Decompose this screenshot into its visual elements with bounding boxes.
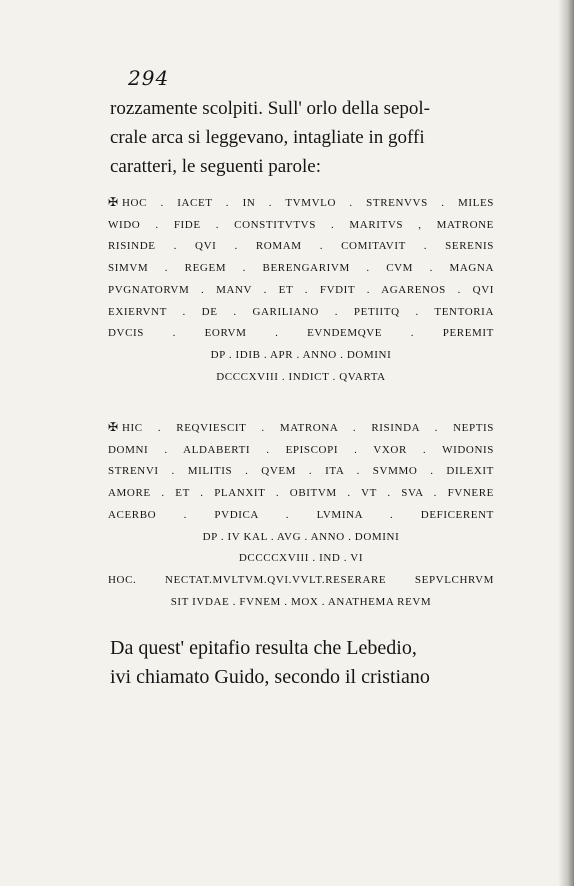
inscription-line: DP . IV KAL . AVG . ANNO . DOMINI: [202, 530, 400, 543]
inscription-line: AMORE . ET . PLANXIT . OBITVM . VT . SVA . FVNERE: [108, 487, 494, 500]
inscription-line: SIT IVDAE . FVNEM . MOX . ANATHEMA REVM: [170, 595, 432, 608]
inscription-line: [108, 192, 494, 215]
inscription-line: DCCCCXVIII . IND . VI: [238, 552, 364, 565]
inscription-text: HOC . IACET . IN . TVMVLO . STRENVVS . MILES: [122, 197, 494, 209]
inscription-line: SIMVM . REGEM . BERENGARIVM . CVM . MAGNA: [108, 262, 494, 275]
closing-paragraph: [110, 634, 490, 692]
intro-paragraph: [110, 94, 490, 181]
inscription-line: DVCIS . EORVM . EVNDEMQVE . PEREMIT: [108, 327, 494, 340]
binding-shadow: [558, 0, 574, 886]
cross-icon: ✠: [108, 420, 119, 434]
inscription-line: RISINDE . QVI . ROMAM . COMITAVIT . SERENIS: [108, 240, 494, 253]
inscription-line: STRENVI . MILITIS . QVEM . ITA . SVMMO . DILEXIT: [108, 465, 494, 478]
inscription-line: DP . IDIB . APR . ANNO . DOMINI: [210, 348, 392, 361]
inscription-line: ACERBO . PVDICA . LVMINA . DEFICERENT: [108, 508, 494, 521]
intro-line: crale arca si leggevano, intagliate in goffi: [110, 127, 425, 148]
cross-icon: ✠: [108, 195, 119, 209]
inscription-line: PVGNATORVM . MANV . ET . FVDIT . AGARENOS . QVI: [108, 283, 494, 296]
intro-line: rozzamente scolpiti. Sull' orlo della sepol-: [110, 98, 431, 119]
inscription-text: HIC . REQVIESCIT . MATRONA . RISINDA . NEPTIS: [122, 422, 494, 434]
epitaph-wido: [108, 192, 494, 388]
epitaph-risinda: [108, 417, 494, 613]
inscription-line: WIDO . FIDE . CONSTITVTVS . MARITVS , MATRONE: [108, 218, 494, 231]
inscription-line: HOC. NECTAT.MVLTVM.QVI.VVLT.RESERARE SEPVLCHRVM: [108, 573, 494, 586]
intro-line: caratteri, le seguenti parole:: [110, 156, 322, 177]
closing-line: ivi chiamato Guido, secondo il cristiano: [110, 666, 430, 688]
closing-line: Da quest' epitafio resulta che Lebedio,: [110, 637, 417, 659]
inscription-line: EXIERVNT . DE . GARILIANO . PETIITQ . TENTORIA: [108, 305, 494, 318]
inscription-line: [108, 417, 494, 440]
page-number: 294: [128, 66, 170, 90]
inscription-line: DCCCXVIII . INDICT . QVARTA: [216, 370, 386, 383]
inscription-line: DOMNI . ALDABERTI . EPISCOPI . VXOR . WIDONIS: [108, 443, 494, 456]
